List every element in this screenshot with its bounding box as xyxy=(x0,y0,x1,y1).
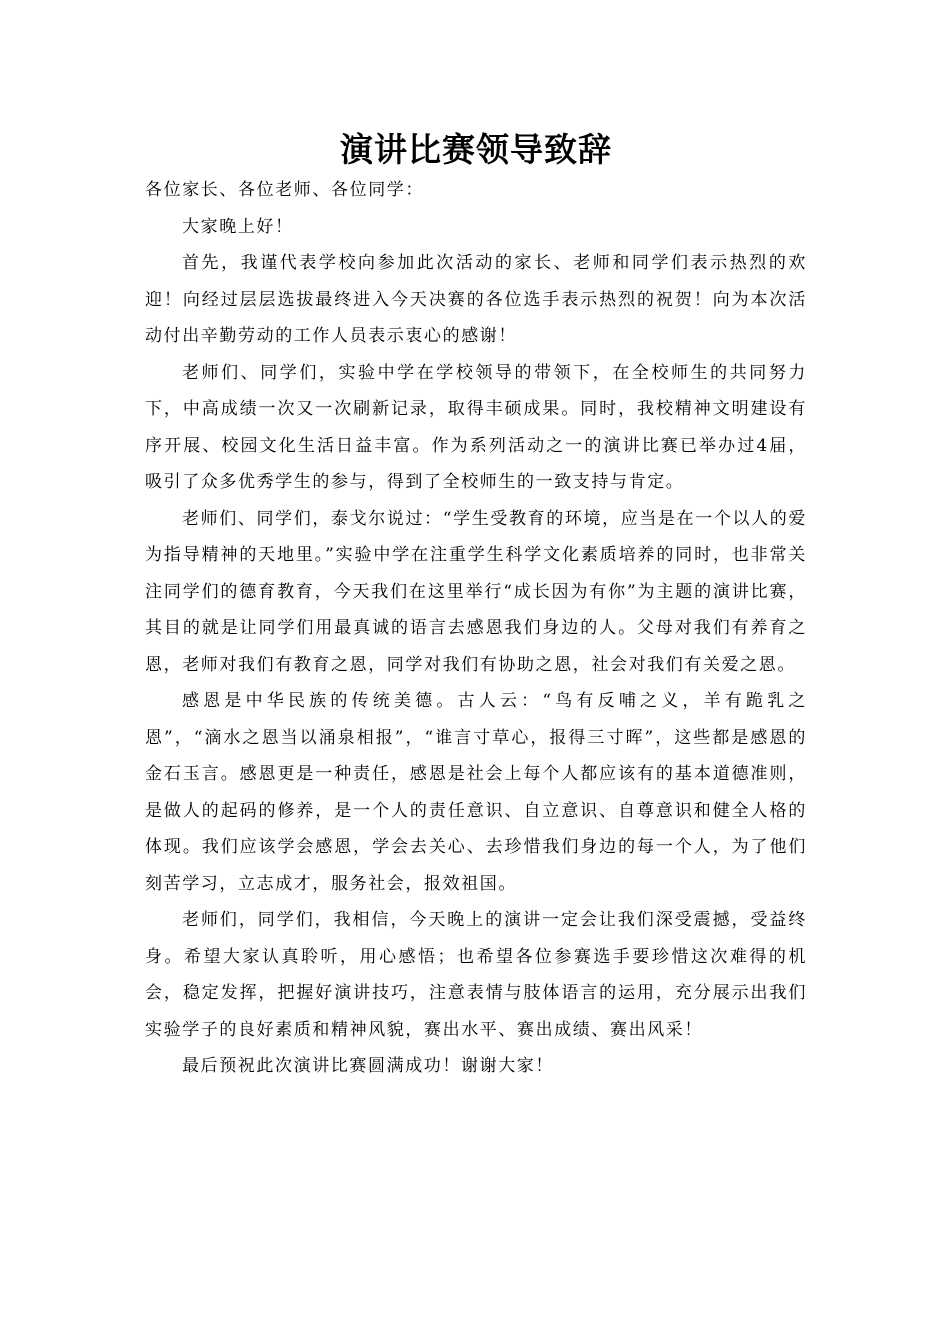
document-page xyxy=(145,128,807,1085)
paragraph-greeting: 大家晚上好！ xyxy=(182,216,294,237)
salutation: 各位家长、各位老师、各位同学： xyxy=(145,180,424,200)
paragraph-expectations: 老师们，同学们，我相信，今天晚上的演讲一定会让我们深受震撼，受益终身。希望大家认真聆听，用心感悟；也希望各位参赛选手要珍惜这次难得的机会，稳定发挥，把握好演讲技巧，注意表情与肢体语言的运用，充分展示出我们实验学子的良好素质和精神风貌，赛出水平、赛出成绩、赛出风采！ xyxy=(145,910,807,1040)
paragraph-theme: 老师们、同学们，泰戈尔说过：“学生受教育的环境，应当是在一个以人的爱为指导精神的天地里。”实验中学在注重学生科学文化素质培养的同时，也非常关注同学们的德育教育，今天我们在这里举行“成长因为有你”为主题的演讲比赛，其目的就是让同学们用最真诚的语言去感恩我们身边的人。父母对我们有养育之恩，老师对我们有教育之恩，同学对我们有协助之恩，社会对我们有关爱之恩。 xyxy=(145,508,807,675)
paragraph-gratitude: 感恩是中华民族的传统美德。古人云：“鸟有反哺之义，羊有跪乳之恩”，“滴水之恩当以涌泉相报”，“谁言寸草心，报得三寸晖”，这些都是感恩的金石玉言。感恩更是一种责任，感恩是社会上每个人都应该有的基本道德准则，是做人的起码的修养，是一个人的责任意识、自立意识、自尊意识和健全人格的体现。我们应该学会感恩，学会去关心、去珍惜我们身边的每一个人，为了他们刻苦学习，立志成才，服务社会，报效祖国。 xyxy=(145,691,807,894)
paragraph-closing: 最后预祝此次演讲比赛圆满成功！谢谢大家！ xyxy=(182,1056,554,1076)
paragraph-welcome: 首先，我谨代表学校向参加此次活动的家长、老师和同学们表示热烈的欢迎！向经过层层选拔最终进入今天决赛的各位选手表示热烈的祝贺！向为本次活动付出辛勤劳动的工作人员表示衷心的感谢！ xyxy=(145,253,807,346)
paragraph-achievements: 老师们、同学们，实验中学在学校领导的带领下，在全校师生的共同努力下，中高成绩一次又一次刷新记录，取得丰硕成果。同时，我校精神文明建设有序开展、校园文化生活日益丰富。作为系列活动之一的演讲比赛已举办过4届，吸引了众多优秀学生的参与，得到了全校师生的一致支持与肯定。 xyxy=(145,362,807,492)
document-title: 演讲比赛领导致辞 xyxy=(340,130,612,169)
